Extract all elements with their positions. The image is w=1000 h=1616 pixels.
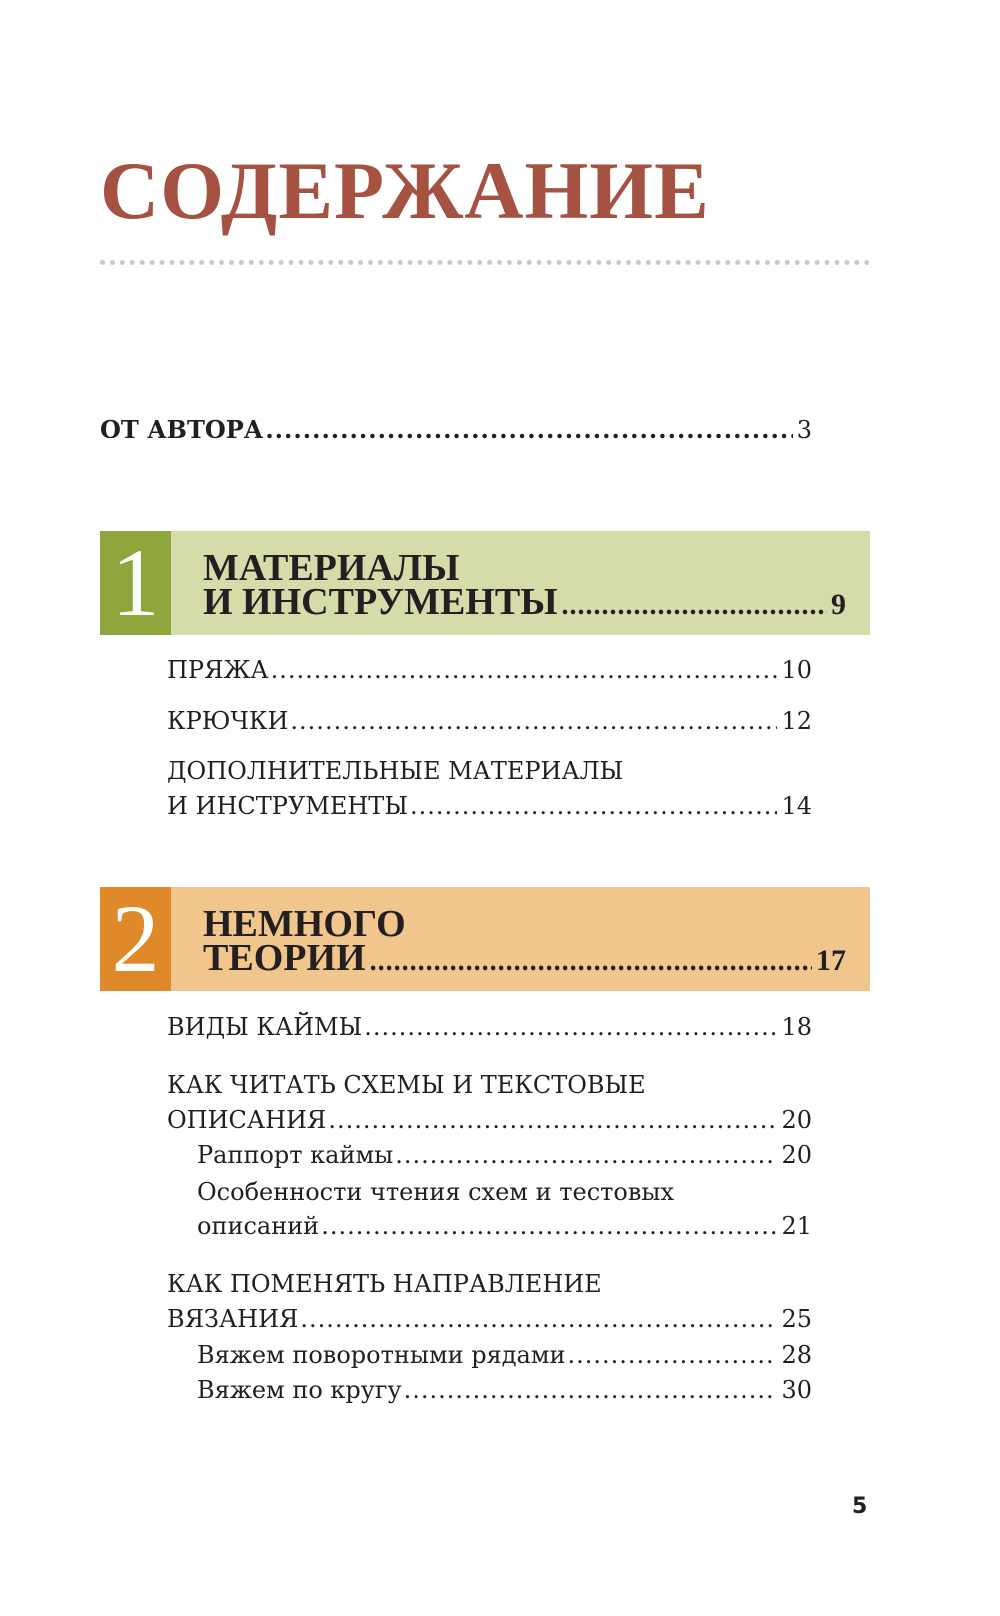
toc-subentry-reading-features[interactable] — [197, 1214, 812, 1238]
dot-leader — [328, 1108, 777, 1132]
toc-entry-label: КРЮЧКИ — [167, 707, 289, 735]
toc-entry-label: ПРЯЖА — [167, 656, 269, 684]
dot-leader — [290, 709, 777, 733]
title-dotted-rule — [100, 260, 870, 265]
chapter-title-line2-row — [203, 939, 846, 977]
toc-entry-border-types[interactable] — [167, 1015, 812, 1039]
dot-leader — [300, 1307, 777, 1331]
dot-leader — [395, 1143, 777, 1167]
chapter-title-line1: МАТЕРИАЛЫ — [203, 547, 460, 589]
toc-entry-page: 12 — [781, 707, 812, 735]
toc-entry-extra-materials-line1[interactable]: ДОПОЛНИТЕЛЬНЫЕ МАТЕРИАЛЫ — [167, 757, 624, 785]
toc-subentry-reading-features-line1[interactable]: Особенности чтения схем и тестовых — [197, 1178, 675, 1206]
chapter-title-line2-row — [203, 583, 846, 621]
toc-subentry-turning-rows[interactable] — [197, 1343, 812, 1367]
dot-leader — [562, 592, 827, 620]
toc-entry-page: 10 — [781, 656, 812, 684]
chapter-number-badge: 2 — [100, 887, 171, 991]
chapter-number-badge: 1 — [100, 531, 171, 635]
chapter-title-line1: НЕМНОГО — [203, 903, 406, 945]
chapter-title-band — [171, 887, 870, 991]
chapter-page: 9 — [831, 588, 846, 621]
chapter-2-header[interactable] — [100, 887, 870, 991]
toc-entry-label: ВЯЗАНИЯ — [167, 1305, 299, 1333]
dot-leader — [410, 794, 778, 818]
toc-entry-yarn[interactable] — [167, 658, 812, 682]
page-number: 5 — [852, 1494, 868, 1519]
toc-entry-label: ВИДЫ КАЙМЫ — [167, 1013, 363, 1041]
toc-entry-label: описаний — [197, 1212, 320, 1240]
toc-entry-label: И ИНСТРУМЕНТЫ — [167, 792, 408, 820]
toc-entry-reading-charts[interactable] — [167, 1108, 812, 1132]
chapter-page: 17 — [816, 944, 846, 977]
toc-entry-page: 25 — [781, 1305, 812, 1333]
dot-leader — [568, 1343, 778, 1367]
dot-leader — [265, 418, 792, 442]
toc-entry-page: 30 — [781, 1376, 812, 1404]
chapter-title-band — [171, 531, 870, 635]
toc-entry-label: Вяжем поворотными рядами — [197, 1341, 566, 1369]
chapter-title-line2: И ИНСТРУМЕНТЫ — [203, 581, 558, 623]
toc-entry-change-direction-line1[interactable]: КАК ПОМЕНЯТЬ НАПРАВЛЕНИЕ — [167, 1270, 602, 1298]
chapter-1-header[interactable] — [100, 531, 870, 635]
toc-entry-label: Вяжем по кругу — [197, 1376, 402, 1404]
toc-entry-page: 28 — [781, 1341, 812, 1369]
toc-entry-label: ОПИСАНИЯ — [167, 1106, 327, 1134]
toc-entry-reading-charts-line1[interactable]: КАК ЧИТАТЬ СХЕМЫ И ТЕКСТОВЫЕ — [167, 1071, 646, 1099]
toc-entry-hooks[interactable] — [167, 709, 812, 733]
toc-entry-page: 21 — [781, 1212, 812, 1240]
toc-entry-page: 20 — [781, 1106, 812, 1134]
chapter-title-line2: ТЕОРИИ — [203, 937, 366, 979]
toc-subentry-border-repeat[interactable] — [197, 1143, 812, 1167]
toc-entry-page: 3 — [796, 416, 812, 444]
toc-entry-page: 20 — [781, 1141, 812, 1169]
toc-entry-label: ОТ АВТОРА — [100, 415, 264, 444]
toc-entry-author[interactable] — [100, 415, 812, 444]
toc-subentry-in-the-round[interactable] — [197, 1378, 812, 1402]
toc-entry-change-direction[interactable] — [167, 1307, 812, 1331]
page-title: СОДЕРЖАНИЕ — [100, 145, 710, 236]
dot-leader — [370, 948, 812, 976]
toc-entry-page: 18 — [781, 1013, 812, 1041]
dot-leader — [404, 1378, 778, 1402]
dot-leader — [364, 1015, 777, 1039]
toc-entry-page: 14 — [781, 792, 812, 820]
toc-entry-extra-materials[interactable] — [167, 794, 812, 818]
dot-leader — [321, 1214, 777, 1238]
toc-entry-label: Раппорт каймы — [197, 1141, 394, 1169]
dot-leader — [271, 658, 778, 682]
